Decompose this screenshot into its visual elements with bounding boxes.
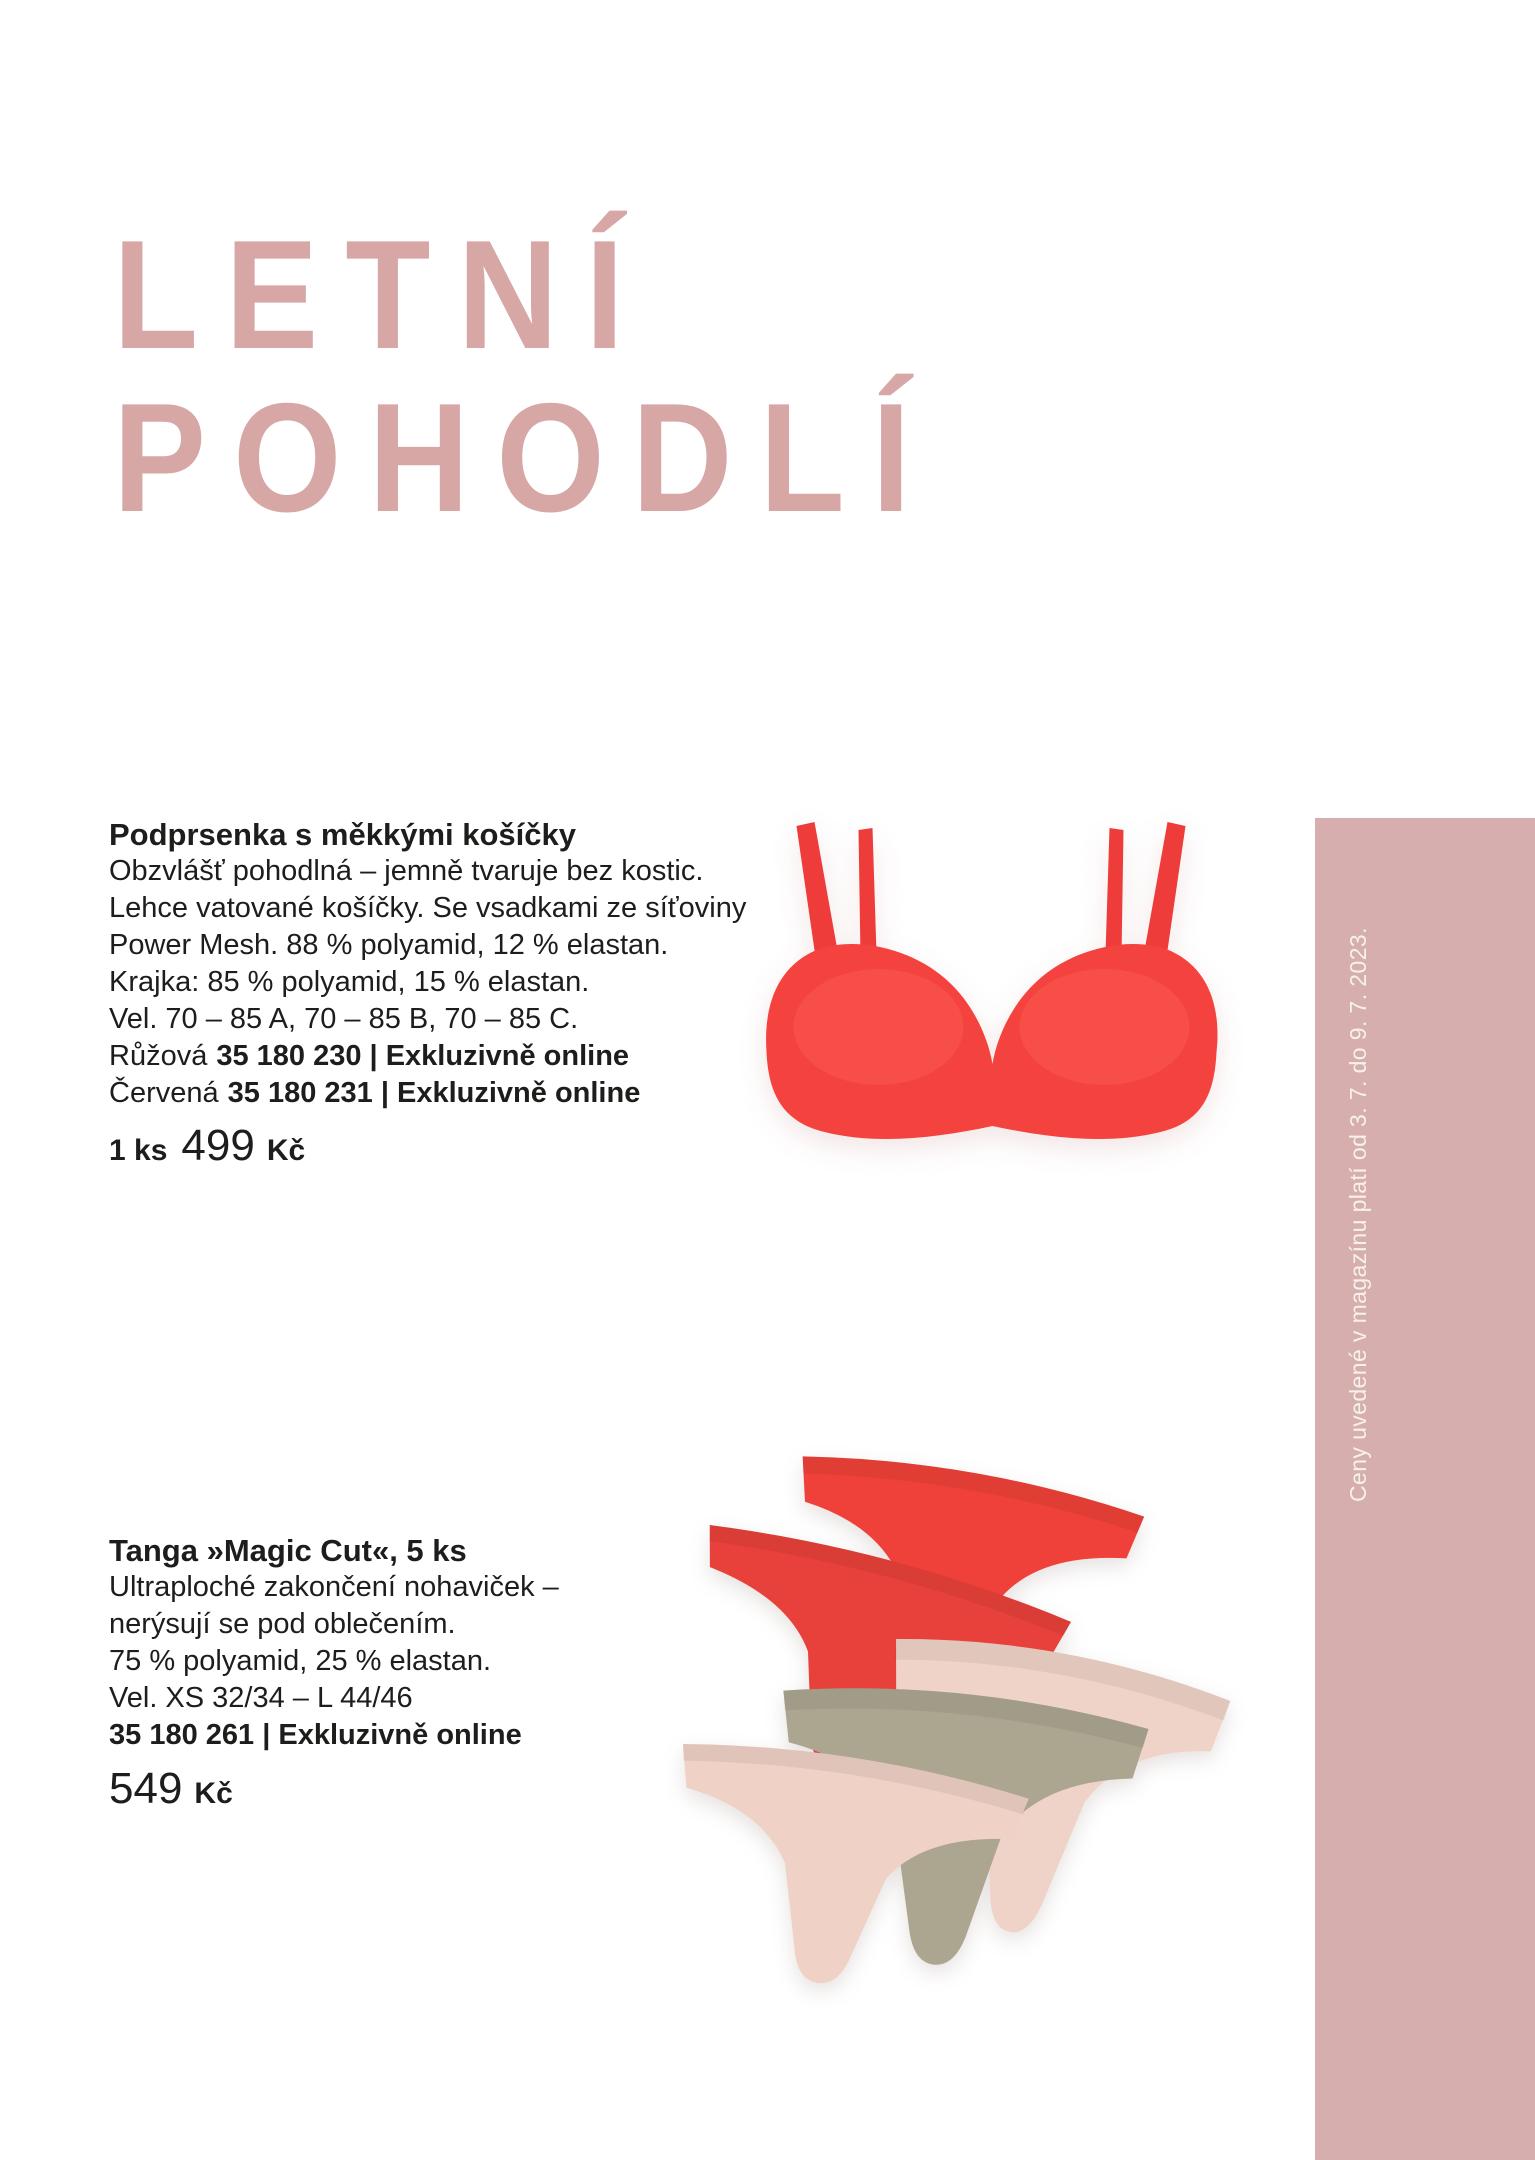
thongs-illustration xyxy=(655,1425,1320,1990)
thongs-photo xyxy=(655,1425,1320,1990)
price-value: 549 xyxy=(109,1764,183,1813)
product-description-line: Vel. XS 32/34 – L 44/46 xyxy=(109,1682,413,1714)
variant-color: Červená xyxy=(109,1077,219,1109)
price-currency: Kč xyxy=(194,1777,233,1810)
product-description-line: Power Mesh. 88 % polyamid, 12 % elastan. xyxy=(109,929,669,961)
bra-strap-right-inner xyxy=(1106,828,1124,957)
bra-cup-highlight-left xyxy=(794,969,964,1085)
bra-strap-right-outer xyxy=(1144,822,1186,964)
page-title xyxy=(113,208,938,544)
page-title-line1: LETNÍ xyxy=(113,208,651,381)
product-order-code: 35 180 261 | Exkluzivně online xyxy=(109,1719,522,1751)
product-description-line: Ultraploché zakončení nohaviček – xyxy=(109,1571,559,1603)
price-currency: Kč xyxy=(266,1134,306,1167)
product-description-line: nerýsují se pod oblečením. xyxy=(109,1608,456,1640)
bra-illustration xyxy=(758,812,1224,1152)
product-description-line: Lehce vatované košíčky. Se vsadkami ze síťoviny xyxy=(109,892,747,924)
price-value: 499 xyxy=(181,1121,255,1170)
price-row-thongs xyxy=(109,1764,233,1814)
product-thongs-text xyxy=(109,1532,669,1754)
product-description-line: Obzvlášť pohodlná – jemně tvaruje bez kostic. xyxy=(109,855,704,887)
price-validity-note: Ceny uvedené v magazínu platí od 3. 7. do 9. 7. 2023. xyxy=(1345,927,1371,1502)
product-description-line: Vel. 70 – 85 A, 70 – 85 B, 70 – 85 C. xyxy=(109,1003,579,1035)
bra-strap-left-inner xyxy=(859,828,877,957)
product-title: Tanga »Magic Cut«, 5 ks xyxy=(109,1533,467,1568)
product-description-line: 75 % polyamid, 25 % elastan. xyxy=(109,1645,492,1677)
bra-cup-highlight-right xyxy=(1020,969,1190,1085)
price-validity-sidebar xyxy=(1315,818,1535,2160)
variant-order-code: 35 180 231 | Exkluzivně online xyxy=(227,1077,641,1109)
page-title-line2: POHODLÍ xyxy=(113,371,938,544)
bra-photo xyxy=(758,812,1224,1152)
variant-order-code: 35 180 230 | Exkluzivně online xyxy=(216,1040,630,1072)
product-bra-text xyxy=(109,816,749,1112)
product-variant-row xyxy=(109,1075,749,1112)
bra-strap-left-outer xyxy=(797,822,839,964)
price-row-bra xyxy=(109,1121,305,1171)
price-quantity: 1 ks xyxy=(109,1134,168,1167)
product-title: Podprsenka s měkkými košíčky xyxy=(109,817,576,852)
product-description-line: Krajka: 85 % polyamid, 15 % elastan. xyxy=(109,966,590,998)
product-variant-row xyxy=(109,1038,749,1075)
variant-color: Růžová xyxy=(109,1040,208,1072)
